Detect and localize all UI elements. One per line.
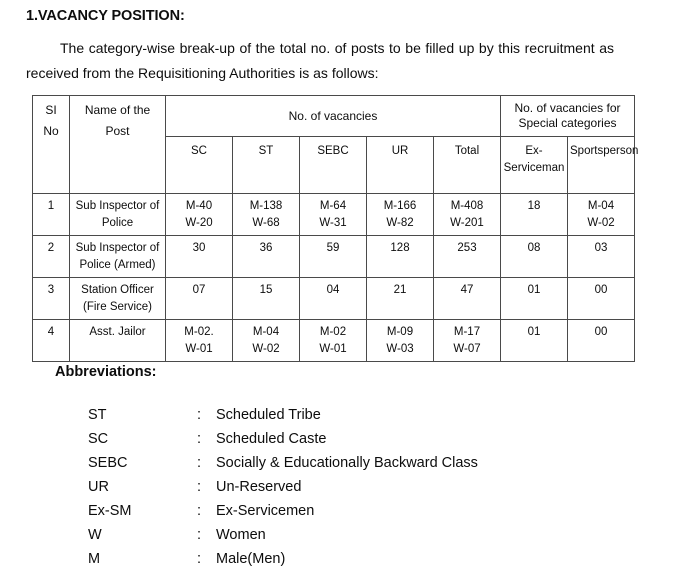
abbreviation-separator: : [197, 503, 202, 519]
header-special-categories [501, 96, 635, 137]
header-name-of-post [70, 96, 166, 194]
list-item [88, 429, 478, 453]
cell-total: 253 [434, 236, 501, 278]
header-sc-label: SC [191, 145, 207, 157]
cell-sl-no: 2 [33, 236, 70, 278]
cell-sportsperson: 00 [568, 278, 635, 320]
header-no-of-vacancies-label: No. of vacancies [288, 108, 378, 123]
header-special-categories-label: No. of vacancies for Special categories [514, 101, 621, 130]
cell-sl-no: 3 [33, 278, 70, 320]
cell-sportsperson: 03 [568, 236, 635, 278]
abbreviation-separator: : [197, 431, 202, 447]
abbreviation-definition: Women [216, 527, 266, 543]
abbreviation-term: ST [88, 407, 107, 423]
cell-st: M-138 W-68 [233, 194, 300, 236]
abbreviation-definition: Scheduled Tribe [216, 407, 321, 423]
header-ur-label: UR [391, 145, 409, 157]
header-sc [166, 137, 233, 194]
cell-sportsperson: 00 [568, 320, 635, 362]
list-item [88, 453, 478, 477]
cell-total: M-408 W-201 [434, 194, 501, 236]
header-no-of-vacancies [166, 96, 501, 137]
cell-post-name: Station Officer (Fire Service) [70, 278, 166, 320]
abbreviation-term: W [88, 527, 102, 543]
page-title: 1.VACANCY POSITION: [26, 8, 185, 24]
cell-sebc: 04 [300, 278, 367, 320]
cell-st: 15 [233, 278, 300, 320]
intro-text: The category-wise break-up of the total no. of posts to be filled up by this recruitment as received from the Requisitioning Authorities is as follows: [26, 40, 614, 81]
cell-sebc: 59 [300, 236, 367, 278]
table-row [33, 236, 635, 278]
cell-sl-no: 1 [33, 194, 70, 236]
abbreviation-separator: : [197, 407, 202, 423]
abbreviation-term: M [88, 551, 101, 567]
cell-ur: 21 [367, 278, 434, 320]
cell-post-name: Asst. Jailor [70, 320, 166, 362]
cell-sportsperson: M-04 W-02 [568, 194, 635, 236]
cell-sc: M-40 W-20 [166, 194, 233, 236]
list-item [88, 405, 478, 429]
cell-ex-serviceman: 01 [501, 278, 568, 320]
abbreviation-term: SC [88, 431, 109, 447]
cell-ur: M-166 W-82 [367, 194, 434, 236]
header-sportsperson-label: Sportsperson [570, 145, 639, 157]
cell-sl-no: 4 [33, 320, 70, 362]
abbreviation-definition: Un-Reserved [216, 479, 302, 495]
abbreviation-separator: : [197, 479, 202, 495]
cell-st: 36 [233, 236, 300, 278]
cell-sebc: M-02 W-01 [300, 320, 367, 362]
cell-sebc: M-64 W-31 [300, 194, 367, 236]
table-row [33, 194, 635, 236]
cell-post-name: Sub Inspector of Police (Armed) [70, 236, 166, 278]
header-ur [367, 137, 434, 194]
cell-ur: M-09 W-03 [367, 320, 434, 362]
header-post-line2: Post [105, 124, 130, 138]
table-row [33, 278, 635, 320]
header-sl-no-line1: SI [45, 103, 57, 117]
cell-post-name: Sub Inspector of Police [70, 194, 166, 236]
abbreviation-term: SEBC [88, 455, 128, 471]
table-row [33, 320, 635, 362]
header-ex-serviceman-line1: Ex- [525, 145, 543, 157]
header-post-line1: Name of the [84, 103, 151, 117]
cell-ex-serviceman: 18 [501, 194, 568, 236]
header-total [434, 137, 501, 194]
header-st [233, 137, 300, 194]
header-sebc-label: SEBC [317, 145, 349, 157]
list-item [88, 477, 478, 501]
cell-total: 47 [434, 278, 501, 320]
abbreviation-definition: Scheduled Caste [216, 431, 327, 447]
cell-total: M-17 W-07 [434, 320, 501, 362]
cell-ex-serviceman: 08 [501, 236, 568, 278]
header-sebc [300, 137, 367, 194]
list-item [88, 549, 478, 573]
header-ex-serviceman-line2: Serviceman [503, 162, 565, 174]
cell-sc: M-02. W-01 [166, 320, 233, 362]
abbreviations-list [88, 405, 478, 573]
cell-ex-serviceman: 01 [501, 320, 568, 362]
cell-sc: 30 [166, 236, 233, 278]
table-header-row-group [33, 96, 635, 137]
abbreviation-separator: : [197, 527, 202, 543]
abbreviation-separator: : [197, 455, 202, 471]
cell-st: M-04 W-02 [233, 320, 300, 362]
abbreviation-definition: Male(Men) [216, 551, 286, 567]
vacancy-table [32, 95, 639, 362]
header-total-label: Total [454, 145, 480, 157]
intro-paragraph [26, 36, 614, 86]
abbreviation-definition: Socially & Educationally Backward Class [216, 455, 478, 471]
list-item [88, 525, 478, 549]
header-sl-no-line2: No [43, 124, 59, 138]
abbreviation-definition: Ex-Servicemen [216, 503, 315, 519]
abbreviations-title: Abbreviations: [55, 364, 157, 380]
abbreviation-separator: : [197, 551, 202, 567]
header-sportsperson [568, 137, 639, 194]
list-item [88, 501, 478, 525]
abbreviation-term: Ex-SM [88, 503, 132, 519]
header-sl-no [33, 96, 70, 194]
header-st-label: ST [258, 145, 274, 157]
cell-ur: 128 [367, 236, 434, 278]
cell-sc: 07 [166, 278, 233, 320]
header-ex-serviceman [501, 137, 568, 194]
abbreviation-term: UR [88, 479, 109, 495]
